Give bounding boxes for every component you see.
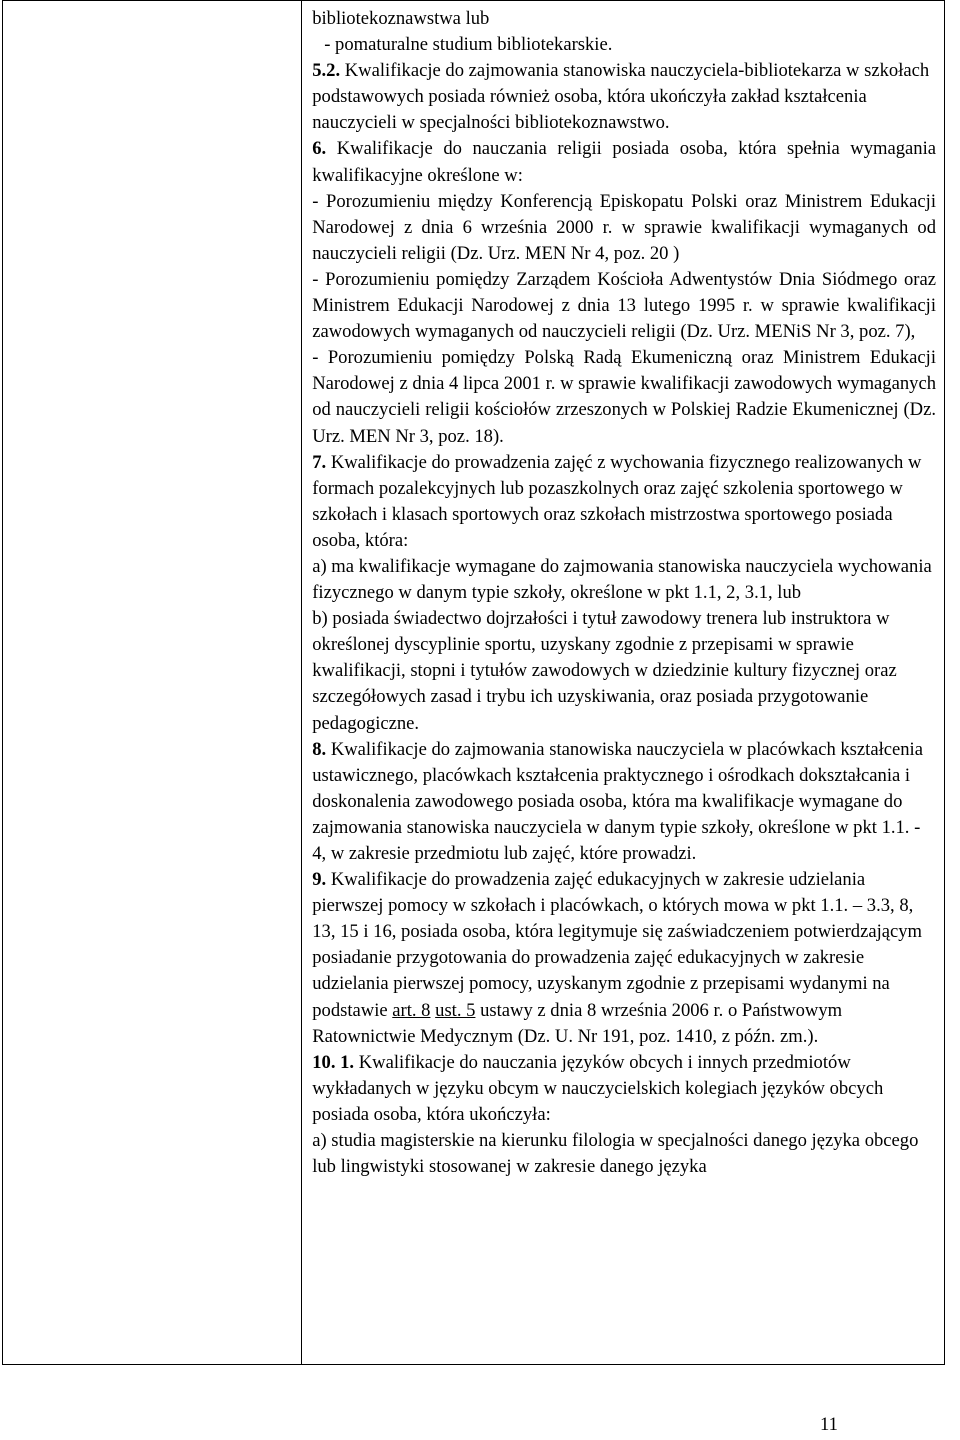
section-number: 8. — [312, 738, 327, 760]
section-text: Kwalifikacje do prowadzenia zajęć z wychowania fizycznego realizowanych w formach pozalekcyjnych lub pozaszkolnych oraz zajęć szkolenia sportowego w szkołach i klasach sportowych oraz szkołach mistrzostwa sportowego posiada osoba, która: — [312, 451, 922, 551]
section-text: Kwalifikacje do nauczania religii posiada osoba, która spełnia wymagania kwalifikacyjne określone w: — [312, 138, 936, 186]
table-row — [3, 1, 945, 1365]
section-number: 10. 1. — [312, 1051, 355, 1073]
paragraph-5-2 — [312, 58, 936, 136]
paragraph: - Porozumieniu pomiędzy Polską Radą Ekumeniczną oraz Ministrem Edukacji Narodowej z dnia 4 lipca 2001 r. w sprawie kwalifikacji zawodowych wymaganych od nauczycieli religii kościołów zrzeszonych w Polskiej Radzie Ekumenicznej (Dz. Urz. MEN Nr 3, poz. 18). — [312, 347, 936, 447]
section-text: ustawy z dnia 8 września 2006 r. o Państwowym Ratownictwie Medycznym (Dz. U. Nr 191, poz. 1410, z późn. zm.). — [312, 999, 843, 1047]
paragraph: - pomaturalne studium bibliotekarskie. — [324, 34, 613, 56]
section-number: 9. — [312, 869, 327, 891]
list-item-a: a) ma kwalifikacje wymagane do zajmowania stanowiska nauczyciela wychowania fizycznego w danym typie szkoły, określone w pkt 1.1, 2, 3.1, lub — [312, 555, 932, 604]
law-paragraph-link[interactable]: ust. 5 — [435, 999, 476, 1021]
right-column-cell — [302, 1, 945, 1365]
section-text: Kwalifikacje do nauczania języków obcych i innych przedmiotów wykładanych w języku obcym w nauczycielskich kolegiach języków obcych posiada osoba, która ukończyła: — [312, 1051, 884, 1125]
paragraph-10-1 — [312, 1050, 936, 1128]
section-text: Kwalifikacje do prowadzenia zajęć edukacyjnych w zakresie udzielania pierwszej pomocy w szkołach i placówkach, o których mowa w pkt 1.1. – 3.3, 8, 13, 15 i 16, posiada osoba, która legitymuje się zaświadczeniem potwierdzającym posiadanie przygotowania do prowadzenia zajęć edukacyjnych w zakresie udzielania pierwszej pomocy, uzyskanym zgodnie z przepisami wydanymi na podstawie — [312, 869, 923, 1021]
section-text: Kwalifikacje do zajmowania stanowiska nauczyciela w placówkach kształcenia ustawicznego, placówkach kształcenia praktycznego i ośrodkach dokształcania i doskonalenia zawodowego posiada osoba, która ma kwalifikacje wymagane do zajmowania stanowiska nauczyciela w danym typie szkoły, określone w pkt 1.1. - 4, w zakresie przedmiotu lub zajęć, które prowadzi. — [312, 738, 923, 864]
section-number: 6. — [312, 138, 327, 160]
list-item-b: b) posiada świadectwo dojrzałości i tytuł zawodowy trenera lub instruktora w określonej dyscyplinie sportu, uzyskany zgodnie z przepisami w sprawie kwalifikacji, stopni i tytułów zawodowych w dziedzinie kultury fizycznej oraz szczegółowych zasad i trybu ich uzyskiwania, oraz posiada przygotowanie pedagogiczne. — [312, 608, 897, 734]
paragraph: bibliotekoznawstwa lub — [312, 8, 490, 29]
paragraph-8 — [312, 737, 936, 867]
page-number: 11 — [820, 1414, 838, 1435]
left-column-cell — [3, 1, 302, 1365]
section-number: 7. — [312, 451, 327, 473]
section-number: 5.2. — [312, 60, 341, 82]
paragraph: - Porozumieniu pomiędzy Zarządem Kościoła Adwentystów Dnia Siódmego oraz Ministrem Edukacji Narodowej z dnia 13 lutego 1995 r. w sprawie kwalifikacji zawodowych wymaganych od nauczycieli religii (Dz. Urz. MENiS Nr 3, poz. 7), — [312, 268, 936, 343]
document-table — [2, 0, 945, 1365]
paragraph-9 — [312, 867, 936, 1050]
document-body — [302, 1, 944, 1180]
section-text: Kwalifikacje do zajmowania stanowiska nauczyciela-bibliotekarza w szkołach podstawowych posiada również osoba, która ukończyła zakład kształcenia nauczycieli w specjalności bibliotekoznawstwo. — [312, 60, 930, 134]
law-article-link[interactable]: art. 8 — [392, 999, 431, 1021]
paragraph-6 — [312, 136, 936, 188]
paragraph-7 — [312, 450, 936, 554]
list-item-a: a) studia magisterskie na kierunku filologia w specjalności danego języka obcego lub lingwistyki stosowanej w zakresie danego języka — [312, 1130, 919, 1178]
paragraph: - Porozumieniu między Konferencją Episkopatu Polski oraz Ministrem Edukacji Narodowej z dnia 6 września 2000 r. w sprawie kwalifikacji wymaganych od nauczycieli religii (Dz. Urz. MEN Nr 4, poz. 20 ) — [312, 190, 936, 264]
